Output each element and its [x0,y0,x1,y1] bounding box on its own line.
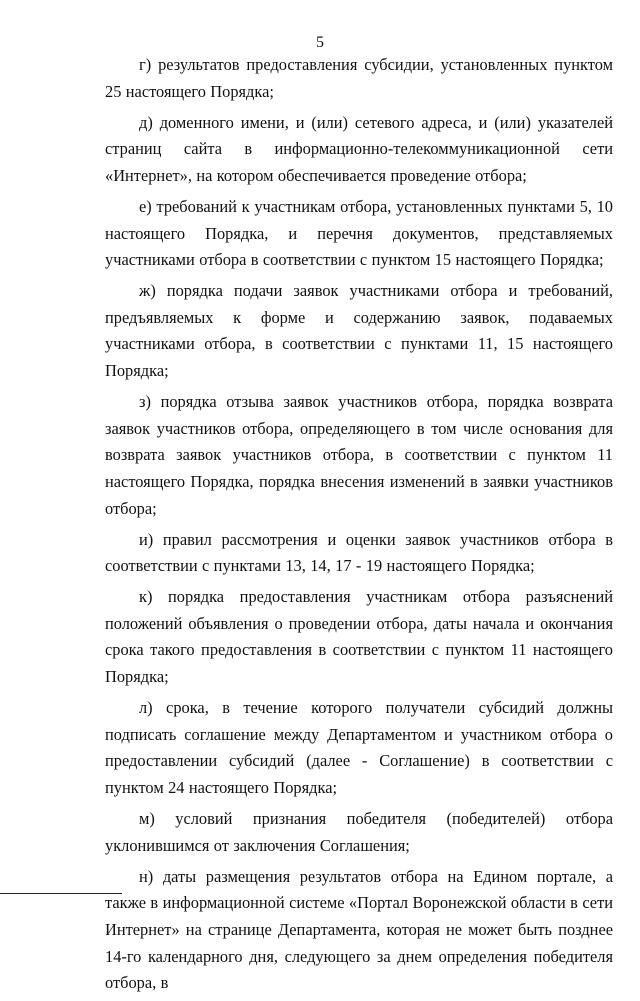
paragraph-item-l: л) срока, в течение которого получатели субсидий должны подписать соглашение между Департаментом и участником отбора о предоставлении субсидий (далее - Соглашение) в соответствии с пунктом 24 настоящего Порядка; [105,698,613,797]
paragraph-item-g: г) результатов предоставления субсидии, установленных пунктом 25 настоящего Порядка; [105,55,613,101]
paragraph-item-k: к) порядка предоставления участникам отбора разъяснений положений объявления о проведении отбора, даты начала и окончания срока такого предоставления в соответствии с пунктом 11 настоящего Порядка; [105,587,613,687]
paragraph-item-z: з) порядка отзыва заявок участников отбора, порядка возврата заявок участников отбора, определяющего в том числе основания для возврата заявок участников отбора, в соответствии с пунктом 11 настоящего Порядка, порядка внесения изменений в заявки участников отбора; [105,392,613,518]
paragraph-item-n: н) даты размещения результатов отбора на Едином портале, а также в информационной системе «Портал Воронежской области в сети Интернет» на странице Департамента, которая не может быть позднее 14-го календарного дня, следующего за днем определения победителя отбора, в [105,866,613,993]
paragraph-item-zh: ж) порядка подачи заявок участниками отбора и требований, предъявляемых к форме и содержанию заявок, подаваемых участниками отбора, в соответствии с пунктами 11, 15 настоящего Порядка; [105,281,613,381]
paragraph-item-m: м) условий признания победителя (победителей) отбора уклонившимся от заключения Соглашения; [105,809,613,855]
footnote-divider [0,893,122,894]
paragraph-item-i: и) правил рассмотрения и оценки заявок участников отбора в соответствии с пунктами 13, 14, 17 - 19 настоящего Порядка; [105,529,613,576]
page-number: 5 [316,34,324,51]
document-body [105,52,613,1001]
paragraph-item-d: д) доменного имени, и (или) сетевого адреса, и (или) указателей страниц сайта в информационно-телекоммуникационной сети «Интернет», на котором обеспечивается проведение отбора; [105,112,613,185]
paragraph-item-e: е) требований к участникам отбора, установленных пунктами 5, 10 настоящего Порядка, и перечня документов, представляемых участниками отбора в соответствии с пунктом 15 настоящего Порядка; [105,196,613,270]
